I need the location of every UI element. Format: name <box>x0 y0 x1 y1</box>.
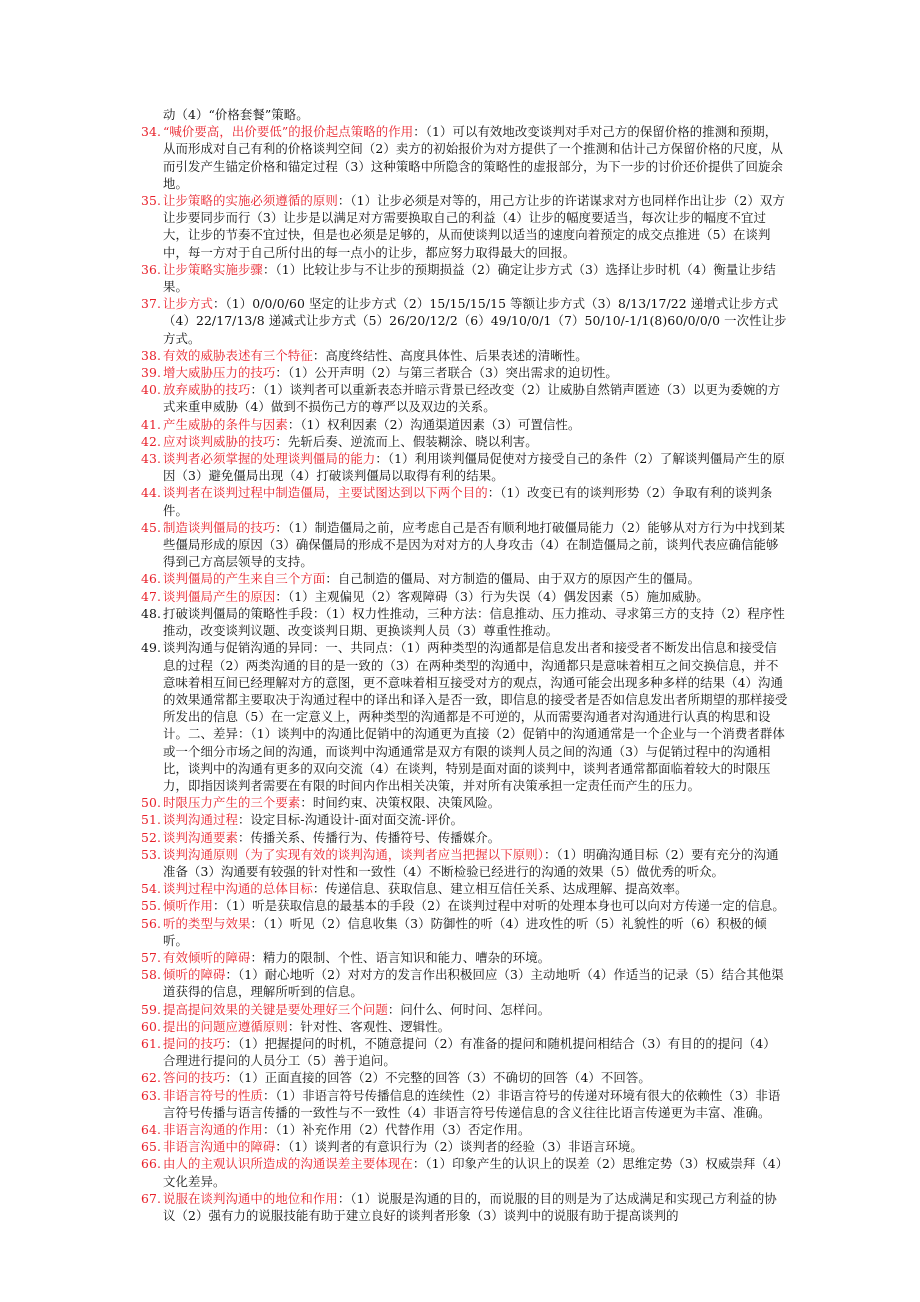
item-number: 49. <box>141 640 162 656</box>
item-number: 59. <box>141 1001 162 1017</box>
item-heading: 谈判沟通原则（为了实现有效的谈判沟通，谈判者应当把握以下原则） <box>163 846 545 862</box>
item-number: 47. <box>141 588 162 604</box>
list-item <box>0 1087 920 1121</box>
item-body: ：针对性、客观性、逻辑性。 <box>287 1018 451 1034</box>
item-number: 46. <box>141 571 162 587</box>
item-number: 40. <box>141 382 162 398</box>
list-item <box>0 433 920 450</box>
list-item <box>0 880 920 897</box>
item-body: ：（1）印象产生的认识上的误差（2）思维定势（3）权威崇拜（4）文化差异。 <box>163 1156 783 1189</box>
item-number: 55. <box>141 898 162 914</box>
item-heading: 提出的问题应遵循原则 <box>163 1018 288 1034</box>
item-number: 54. <box>141 881 162 897</box>
item-body: ：（1）改变已有的谈判形势（2）争取有利的谈判条件。 <box>163 485 773 518</box>
item-heading: 谈判者必须掌握的处理谈判僵局的能力 <box>163 451 376 467</box>
item-body: ：（1）补充作用（2）代替作用（3）否定作用。 <box>262 1121 531 1137</box>
item-number: 56. <box>141 915 162 931</box>
list-item <box>0 846 920 880</box>
item-number: 53. <box>141 846 162 862</box>
item-heading: 非语言沟通中的障碍 <box>163 1139 276 1155</box>
item-number: 39. <box>141 365 162 381</box>
list-item <box>0 639 920 794</box>
item-body: ：（1）耐心地听（2）对对方的发言作出积极回应（3）主动地听（4）作适当的记录（5）结合其他渠道获得的信息，理解所听到的信息。 <box>163 967 784 1000</box>
item-body: ：时间约束、决策权限、决策风险。 <box>300 795 501 811</box>
item-heading: 提高提问效果的关键是要处理好三个问题 <box>163 1001 388 1017</box>
item-heading: 放弃威胁的技巧 <box>163 382 251 398</box>
item-body: ：传播关系、传播行为、传播符号、传播媒介。 <box>237 829 501 845</box>
item-number: 35. <box>141 193 162 209</box>
list-item <box>0 605 920 639</box>
list-item <box>0 123 920 192</box>
list-item <box>0 1035 920 1069</box>
list-item <box>0 261 920 295</box>
item-number: 34. <box>141 124 162 140</box>
item-heading: 有效的威胁表述有三个特征 <box>163 347 313 363</box>
list-item <box>0 966 920 1000</box>
item-heading: 谈判沟通过程 <box>163 812 238 828</box>
item-body: 谈判沟通与促销沟通的异同：一、共同点：（1）两种类型的沟通都是信息发出者和接受者不断发出信息和接受信息的过程（2）两类沟通的目的是一致的（3）在两种类型的沟通中，沟通都只是意味着相互之间交换信息，并不意味着相互间已经理解对方的意图，更不意味着相互接受对方的观点，沟通可能会出现多种多样的结果（4）沟通的效果通常都主要取决于沟通过程中的译出和译入是否一致，即信息的接受者是否如信息发出者所期望的那样接受所发出的信息（5）在一定意义上，两种类型的沟通都是不可逆的，从而需要沟通者对沟通进行认真的构思和设计。二、差异：（1）谈判中的沟通比促销中的沟通更为直接（2）促销中的沟通通常是一个企业与一个消费者群体或一个细分市场之间的沟通，而谈判中沟通通常是双方有限的谈判人员之间的沟通（3）与促销过程中的沟通相比，谈判中的沟通有更多的双向交流（4）在谈判，特别是面对面的谈判中，谈判者通常都面临着较大的时限压力，即指因谈判者需要在有限的时间内作出相关决策，并对所有决策承担一定责任而产生的压力。 <box>163 640 788 793</box>
list-item <box>0 1018 920 1035</box>
item-heading: 倾听作用 <box>163 898 213 914</box>
item-number: 45. <box>141 519 162 535</box>
item-body: ：设定目标-沟通设计-面对面交流-评价。 <box>237 812 464 828</box>
item-heading: 谈判沟通要素 <box>163 829 238 845</box>
item-body: ：自己制造的僵局、对方制造的僵局、由于双方的原因产生的僵局。 <box>325 571 701 587</box>
item-body: ：（1）明确沟通目标（2）要有充分的沟通准备（3）沟通要有较强的针对性和一致性（4）不断检验已经进行的沟通的效果（5）做优秀的听众。 <box>163 846 779 879</box>
item-body: 动（4）“价格套餐”策略。 <box>163 107 309 122</box>
item-number: 62. <box>141 1070 162 1086</box>
list-item <box>0 484 920 518</box>
list-item <box>0 949 920 966</box>
item-heading: “喊价要高，出价要低”的报价起点策略的作用 <box>163 124 414 140</box>
item-number: 43. <box>141 451 162 467</box>
item-number: 57. <box>141 949 162 965</box>
item-heading: 说服在谈判沟通中的地位和作用 <box>163 1190 338 1206</box>
item-body: ：（1）比较让步与不让步的预期损益（2）确定让步方式（3）选择让步时机（4）衡量让步结果。 <box>163 261 776 295</box>
item-body: ：传递信息、获取信息、建立相互信任关系、达成理解、提高效率。 <box>312 881 688 897</box>
list-item <box>0 1121 920 1138</box>
list-item <box>0 1190 920 1224</box>
list-item <box>0 1155 920 1189</box>
item-heading: 制造谈判僵局的技巧 <box>163 519 276 535</box>
list-item <box>0 416 920 433</box>
item-heading: 倾听的障碍 <box>163 967 226 983</box>
item-number: 51. <box>141 812 162 828</box>
item-heading: 谈判僵局产生的原因 <box>163 588 276 604</box>
item-number: 66. <box>141 1156 162 1172</box>
item-body: ：（1）非语言符号传播信息的连续性（2）非语言符号的传递对环境有很大的依赖性（3）非语言符号传播与语言传播的一致性与不一致性（4）非语言符号传递信息的含义往往比语言传递更为丰富、准确。 <box>163 1087 781 1120</box>
item-heading: 非语言符号的性质 <box>163 1087 263 1103</box>
item-body: ：（1）谈判者的有意识行为（2）谈判者的经验（3）非语言环境。 <box>275 1139 643 1155</box>
list-item <box>0 364 920 381</box>
item-heading: 谈判僵局的产生来自三个方面 <box>163 571 326 587</box>
list-item <box>0 192 920 261</box>
item-number: 63. <box>141 1087 162 1103</box>
list-item <box>0 450 920 484</box>
item-heading: 应对谈判威胁的技巧 <box>163 433 276 449</box>
item-body: 打破谈判僵局的策略性手段：（1）权力性推动，三种方法：信息推动、压力推动、寻求第三方的支持（2）程序性推动，改变谈判议题、改变谈判日期、更换谈判人员（3）尊重性推动。 <box>163 605 785 639</box>
item-number: 50. <box>141 795 162 811</box>
list-item <box>0 570 920 587</box>
item-number: 61. <box>141 1035 162 1051</box>
item-heading: 让步方式 <box>163 296 213 312</box>
item-body: ：（1）谈判者可以重新表态并暗示背景已经改变（2）让威胁自然销声匿迹（3）以更为委婉的方式来重申威胁（4）做到不损伤己方的尊严以及双边的关系。 <box>163 382 781 415</box>
item-number: 58. <box>141 967 162 983</box>
item-number: 52. <box>141 829 162 845</box>
item-body: ：（1）让步必须是对等的，用己方让步的许诺谋求对方也同样作出让步（2）双方让步要同步而行（3）让步是以满足对方需要换取自己的利益（4）让步的幅度要适当，每次让步的幅度不宜过大，让步的节奏不宜过快，但是也必须是足够的，从而使谈判以适当的速度向着预定的成交点推进（5）在谈判中，每一方对于自己所付出的每一点小的让步，都应努力取得最大的回报。 <box>163 193 785 260</box>
list-item <box>0 829 920 846</box>
list-item <box>0 1138 920 1155</box>
item-heading: 谈判者在谈判过程中制造僵局，主要试图达到以下两个目的 <box>163 485 488 501</box>
document-content <box>0 106 920 1224</box>
list-item <box>0 519 920 571</box>
list-item <box>0 106 920 123</box>
item-body: ：精力的限制、个性、语言知识和能力、嘈杂的环境。 <box>250 949 551 965</box>
item-body: ：先斩后奏、逆流而上、假装糊涂、晓以利害。 <box>275 433 538 449</box>
item-body: ：（1）听是获取信息的最基本的手段（2）在谈判过程中对听的处理本身也可以向对方传递一定的信息。 <box>212 898 785 914</box>
item-heading: 非语言沟通的作用 <box>163 1121 263 1137</box>
item-number: 37. <box>141 296 162 312</box>
list-item <box>0 811 920 828</box>
list-item <box>0 1069 920 1086</box>
item-body: ：（1）听见（2）信息收集（3）防御性的听（4）进攻性的听（5）礼貌性的听（6）积极的倾听。 <box>163 915 767 948</box>
item-heading: 提问的技巧 <box>163 1035 226 1051</box>
item-number: 67. <box>141 1190 162 1206</box>
list-item <box>0 347 920 364</box>
item-heading: 产生威胁的条件与因素 <box>163 416 288 432</box>
item-number: 42. <box>141 433 162 449</box>
item-body: ：（1）0/0/0/60 坚定的让步方式（2）15/15/15/15 等额让步方式（3）8/13/17/22 递增式让步方式（4）22/17/13/8 递减式让步方式（5）26/20/12/2（6）49/10/0/1（7）50/10/-1/1(8)60/0/0/0 一次性让步方式。 <box>163 296 787 346</box>
item-body: ：（1）正面直接的回答（2）不完整的回答（3）不确切的回答（4）不回答。 <box>225 1070 651 1086</box>
item-heading: 答问的技巧 <box>163 1070 226 1086</box>
item-body: ：（1）主观偏见（2）客观障碍（3）行为失误（4）偶发因素（5）施加威胁。 <box>275 588 709 604</box>
item-heading: 听的类型与效果 <box>163 915 251 931</box>
item-body: ：（1）利用谈判僵局促使对方接受自己的条件（2）了解谈判僵局产生的原因（3）避免僵局出现（4）打破谈判僵局以取得有利的结果。 <box>163 451 785 484</box>
item-heading: 增大威胁压力的技巧 <box>163 365 276 381</box>
item-heading: 由人的主观认识所造成的沟通误差主要体现在 <box>163 1156 413 1172</box>
item-body: ：高度终结性、高度具体性、后果表述的清晰性。 <box>312 347 588 363</box>
list-item <box>0 295 920 347</box>
list-item <box>0 897 920 914</box>
list-item <box>0 588 920 605</box>
item-number: 38. <box>141 347 162 363</box>
item-number: 41. <box>141 416 162 432</box>
item-body: ：（1）说服是沟通的目的，而说服的目的则是为了达成满足和实现己方利益的协议（2）强有力的说服技能有助于建立良好的谈判者形象（3）谈判中的说服有助于提高谈判的 <box>163 1190 777 1223</box>
list-item <box>0 381 920 415</box>
item-heading: 有效倾听的障碍 <box>163 949 251 965</box>
item-body: ：（1）公开声明（2）与第三者联合（3）突出需求的迫切性。 <box>275 365 618 381</box>
item-number: 60. <box>141 1018 162 1034</box>
item-body: ：（1）可以有效地改变谈判对手对己方的保留价格的推测和预期，从而形成对自己有利的价格谈判空间（2）卖方的初始报价为对方提供了一个推测和估计己方保留价格的尺度，从而引发产生锚定价格和锚定过程（3）这种策略中所隐含的策略性的虚报部分，为下一步的讨价还价提供了回旋余地。 <box>163 124 784 191</box>
item-body: ：（1）制造僵局之前，应考虑自己是否有顺利地打破僵局能力（2）能够从对方行为中找到某些僵局形成的原因（3）确保僵局的形成不是因为对对方的人身攻击（4）在制造僵局之前，谈判代表应确信能够得到己方高层领导的支持。 <box>163 519 785 570</box>
item-body: ：（1）权利因素（2）沟通渠道因素（3）可置信性。 <box>287 416 581 432</box>
item-heading: 时限压力产生的三个要素 <box>163 795 301 811</box>
list-item <box>0 794 920 811</box>
item-number: 44. <box>141 485 162 501</box>
item-number: 65. <box>141 1139 162 1155</box>
item-heading: 让步策略实施步骤 <box>163 261 263 277</box>
item-heading: 让步策略的实施必须遵循的原则 <box>163 193 338 209</box>
item-body: ：（1）把握提问的时机，不随意提问（2）有准备的提问和随机提问相结合（3）有目的的提问（4）合理进行提问的人员分工（5）善于追问。 <box>163 1035 776 1069</box>
item-number: 36. <box>141 261 162 277</box>
list-item <box>0 1001 920 1018</box>
list-item <box>0 915 920 949</box>
item-heading: 谈判过程中沟通的总体目标 <box>163 881 313 897</box>
item-body: ：问什么、何时问、怎样问。 <box>387 1001 551 1017</box>
item-number: 48. <box>141 605 162 621</box>
item-number: 64. <box>141 1121 162 1137</box>
